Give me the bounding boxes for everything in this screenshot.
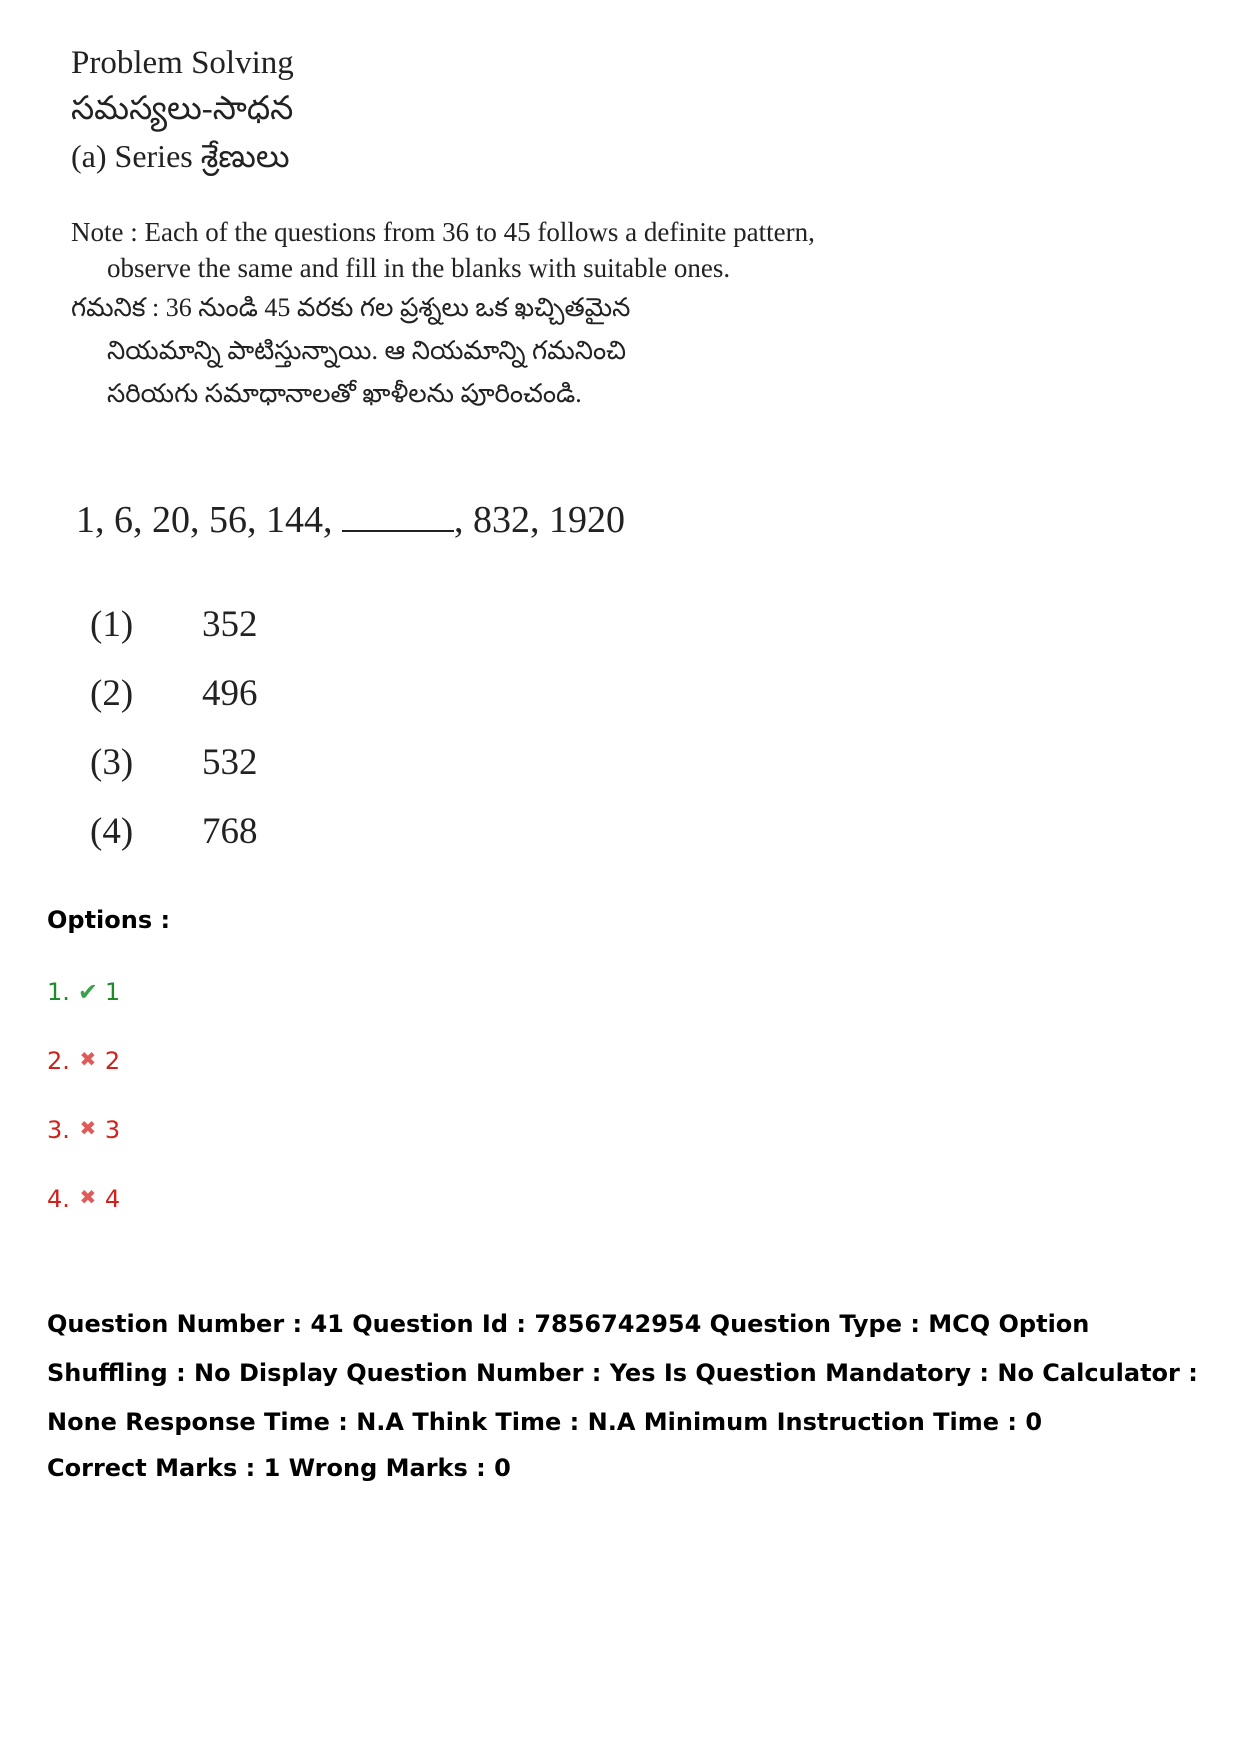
choice-number: (3): [90, 742, 134, 783]
note-english-line-2: observe the same and fill in the blanks with suitable ones.: [107, 253, 731, 283]
marks-info: Correct Marks : 1 Wrong Marks : 0: [47, 1454, 511, 1482]
series-label-telugu: శ్రేణులు: [200, 138, 290, 174]
cross-icon: ✖: [79, 1185, 97, 1209]
option-label: 1: [104, 978, 121, 1006]
option-label: 2: [104, 1047, 121, 1075]
choice-value: 496: [202, 673, 258, 714]
series-end: , 832, 1920: [454, 499, 625, 541]
series-blank: [342, 500, 454, 532]
option-index: 2.: [47, 1047, 70, 1075]
cross-icon: ✖: [79, 1116, 97, 1140]
note-telugu: [71, 286, 916, 415]
note-telugu-line-3: సరియగు సమాధానాలతో ఖాళీలను పూరించండి.: [107, 379, 582, 408]
question-image: [58, 40, 938, 415]
option-item-wrong: [47, 1116, 120, 1185]
option-index: 4.: [47, 1185, 70, 1213]
section-heading-english: Problem Solving: [71, 45, 294, 81]
option-item-wrong: [47, 1185, 120, 1254]
series-label-english: (a) Series: [71, 138, 193, 174]
note-telugu-line-1: గమనిక : 36 నుండి 45 వరకు గల ప్రశ్నలు ఒక ఖచ్చితమైన: [71, 293, 631, 322]
option-item-correct: [47, 978, 120, 1047]
option-item-wrong: [47, 1047, 120, 1116]
choice-number: (1): [90, 604, 134, 645]
choice-value: 352: [202, 604, 258, 645]
subsection-heading: [71, 132, 938, 180]
choice-item: [90, 797, 258, 866]
choice-value: 532: [202, 742, 258, 783]
choice-item: [90, 728, 258, 797]
choice-item: [90, 659, 258, 728]
option-index: 1.: [47, 978, 70, 1006]
options-list: [47, 978, 120, 1254]
option-index: 3.: [47, 1116, 70, 1144]
note-block: [71, 214, 938, 415]
check-icon: ✔: [77, 978, 98, 1006]
choice-item: [90, 590, 258, 659]
note-telugu-line-2: నియమాన్ని పాటిస్తున్నాయి. ఆ నియమాన్ని గమనించి: [107, 336, 627, 365]
choice-value: 768: [202, 811, 258, 852]
option-label: 3: [104, 1116, 121, 1144]
note-english: [71, 214, 916, 286]
option-label: 4: [104, 1185, 121, 1213]
series-start: 1, 6, 20, 56, 144,: [76, 499, 333, 541]
cross-icon: ✖: [79, 1047, 97, 1071]
question-metadata: Question Number : 41 Question Id : 7856742954 Question Type : MCQ Option Shuffling : No Display Question Number : Yes Is Question Mandatory : No Calculator : None Response Time : N.A Think Time : N.A Minimum Instruction Time : 0: [47, 1310, 1198, 1436]
note-english-line-1: Note : Each of the questions from 36 to 45 follows a definite pattern,: [71, 217, 815, 247]
answer-choices: [90, 590, 258, 866]
options-title: Options :: [47, 906, 171, 934]
choice-number: (4): [90, 811, 134, 852]
choice-number: (2): [90, 673, 134, 714]
number-series: [76, 498, 625, 542]
section-heading-telugu: సమస్యలు-సాధన: [71, 91, 294, 127]
